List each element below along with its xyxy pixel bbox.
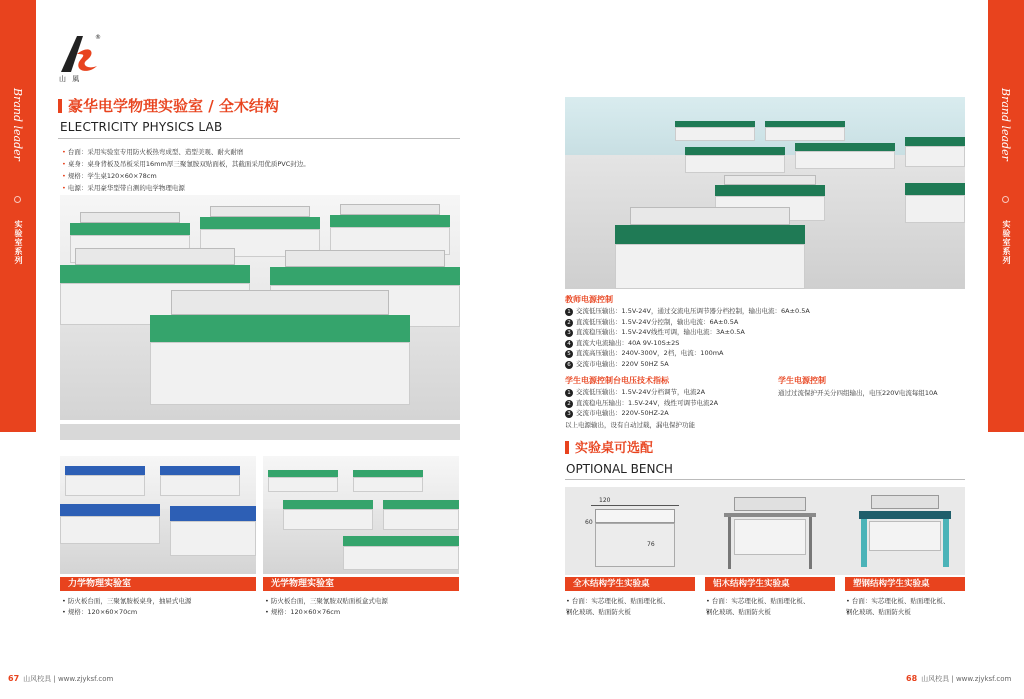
force-lab-caption: 力学物理实验室 bbox=[60, 577, 256, 591]
right-band-script: Brand leader bbox=[999, 88, 1012, 161]
plastic-steel-desk-caption: 塑钢结构学生实验桌 bbox=[845, 577, 965, 591]
list-item: 3 交流市电输出：220V-50HZ-2A bbox=[565, 408, 718, 419]
teacher-power-list bbox=[565, 306, 810, 369]
list-item: 2 直流稳电压输出：1.5V-24V，线性可调节电流2A bbox=[565, 398, 718, 409]
optional-title-cn: 实验桌可选配 bbox=[565, 437, 653, 456]
list-item: • 钢化玻璃、贴面防火板 bbox=[846, 607, 949, 618]
list-item: • 台面：实芯理化板、贴面理化板、 bbox=[846, 596, 949, 607]
spec-item: • 规格：学生桌120×60×78cm bbox=[62, 170, 310, 182]
student-tech-note: 以上电源输出，设有自动过载，漏电保护功能 bbox=[565, 421, 695, 429]
divider bbox=[565, 479, 965, 480]
page-title-cn: 豪华电学物理实验室 / 全木结构 bbox=[58, 95, 279, 116]
list-item: 4 直流大电流输出：40A 9V-10S±2S bbox=[565, 338, 810, 349]
force-lab-photo bbox=[60, 456, 256, 574]
optional-bench-box bbox=[565, 487, 965, 575]
spec-item: • 电源：采用豪华型带自测的电学物理电源 bbox=[62, 182, 310, 194]
electricity-lab-photo bbox=[60, 195, 460, 420]
dim-width-label: 120 bbox=[599, 497, 611, 504]
list-item: 6 交流市电输出：220V 50HZ 5A bbox=[565, 359, 810, 370]
list-item: • 规格：120×60×76cm bbox=[265, 607, 388, 618]
student-power-heading: 学生电源控制 bbox=[778, 376, 826, 385]
dim-depth-label: 60 bbox=[585, 519, 593, 526]
force-lab-list bbox=[62, 596, 191, 618]
spec-item: • 台面：采用实验室专用防火板热弯成型、造型美观、耐火耐磨 bbox=[62, 146, 310, 158]
gray-strip bbox=[60, 424, 460, 440]
spec-item: • 桌身：桌身背板及吊板采用16mm厚三聚氰胺双贴面板，其截面采用优质PVC封边。 bbox=[62, 158, 310, 170]
footer-right: 68 山风校具 | www.zjyksf.com bbox=[906, 674, 1012, 683]
plastic-steel-desk-drawing bbox=[855, 495, 955, 571]
footer-left: 67 山风校具 | www.zjyksf.com bbox=[8, 674, 114, 683]
list-item: • 台面：实芯理化板、贴面理化板、 bbox=[706, 596, 809, 607]
optics-lab-caption: 光学物理实验室 bbox=[263, 577, 459, 591]
page-title-en: ELECTRICITY PHYSICS LAB bbox=[60, 120, 223, 134]
divider bbox=[58, 138, 460, 139]
list-item: • 规格：120×60×70cm bbox=[62, 607, 191, 618]
dim-height-label: 76 bbox=[647, 541, 655, 548]
optics-lab-list bbox=[265, 596, 388, 618]
right-band-series: 实验室系列 bbox=[1002, 220, 1011, 265]
spec-list bbox=[62, 146, 310, 194]
teacher-power-heading: 教师电源控制 bbox=[565, 295, 613, 304]
list-item: 3 直流稳压输出：1.5V-24V线性可调，输出电流：3A±0.5A bbox=[565, 327, 810, 338]
list-item: • 防火板台面，三聚氰胺板桌身，抽屉式电源 bbox=[62, 596, 191, 607]
list-item: • 钢化玻璃、贴面防火板 bbox=[706, 607, 809, 618]
left-band-dot bbox=[14, 196, 21, 203]
list-item: 1 交流低压输出：1.5V-24V，通过交流电压调节器分档控制，输出电流：6A±0.5A bbox=[565, 306, 810, 317]
list-item: 5 直流高压输出：240V-300V，2档，电流：100mA bbox=[565, 348, 810, 359]
registered-mark: ® bbox=[95, 34, 101, 41]
plastic-steel-desk-list bbox=[846, 596, 949, 618]
student-power-text: 通过过流保护开关分四组输出，电压220V电流每组10A bbox=[778, 389, 938, 397]
aluminum-desk-caption: 铝木结构学生实验桌 bbox=[705, 577, 835, 591]
list-item: • 防火板台面，三聚氰胺双贴面板盒式电源 bbox=[265, 596, 388, 607]
aluminum-desk-list bbox=[706, 596, 809, 618]
aluminum-desk-drawing bbox=[720, 497, 820, 571]
wood-desk-caption: 全木结构学生实验桌 bbox=[565, 577, 695, 591]
list-item: • 台面：实芯理化板、贴面理化板、 bbox=[566, 596, 669, 607]
wood-desk-list bbox=[566, 596, 669, 618]
left-band-script: Brand leader bbox=[11, 88, 24, 161]
right-side-band bbox=[988, 0, 1024, 432]
left-side-band bbox=[0, 0, 36, 432]
list-item: • 钢化玻璃、贴面防火板 bbox=[566, 607, 669, 618]
list-item: 1 交流低压输出：1.5V-24V分档调节，电流2A bbox=[565, 387, 718, 398]
optics-lab-photo bbox=[263, 456, 459, 574]
student-tech-list bbox=[565, 387, 718, 419]
student-tech-heading: 学生电源控制台电压技术指标 bbox=[565, 376, 669, 385]
optional-title-en: OPTIONAL BENCH bbox=[566, 462, 673, 476]
brand-logo bbox=[57, 34, 101, 86]
classroom-photo bbox=[565, 97, 965, 289]
wood-desk-drawing bbox=[585, 497, 685, 571]
logo-text: 山 風 bbox=[59, 75, 82, 83]
right-band-dot bbox=[1002, 196, 1009, 203]
left-band-series: 实验室系列 bbox=[14, 220, 23, 265]
list-item: 2 直流低压输出：1.5V-24V分控制，输出电流：6A±0.5A bbox=[565, 317, 810, 328]
